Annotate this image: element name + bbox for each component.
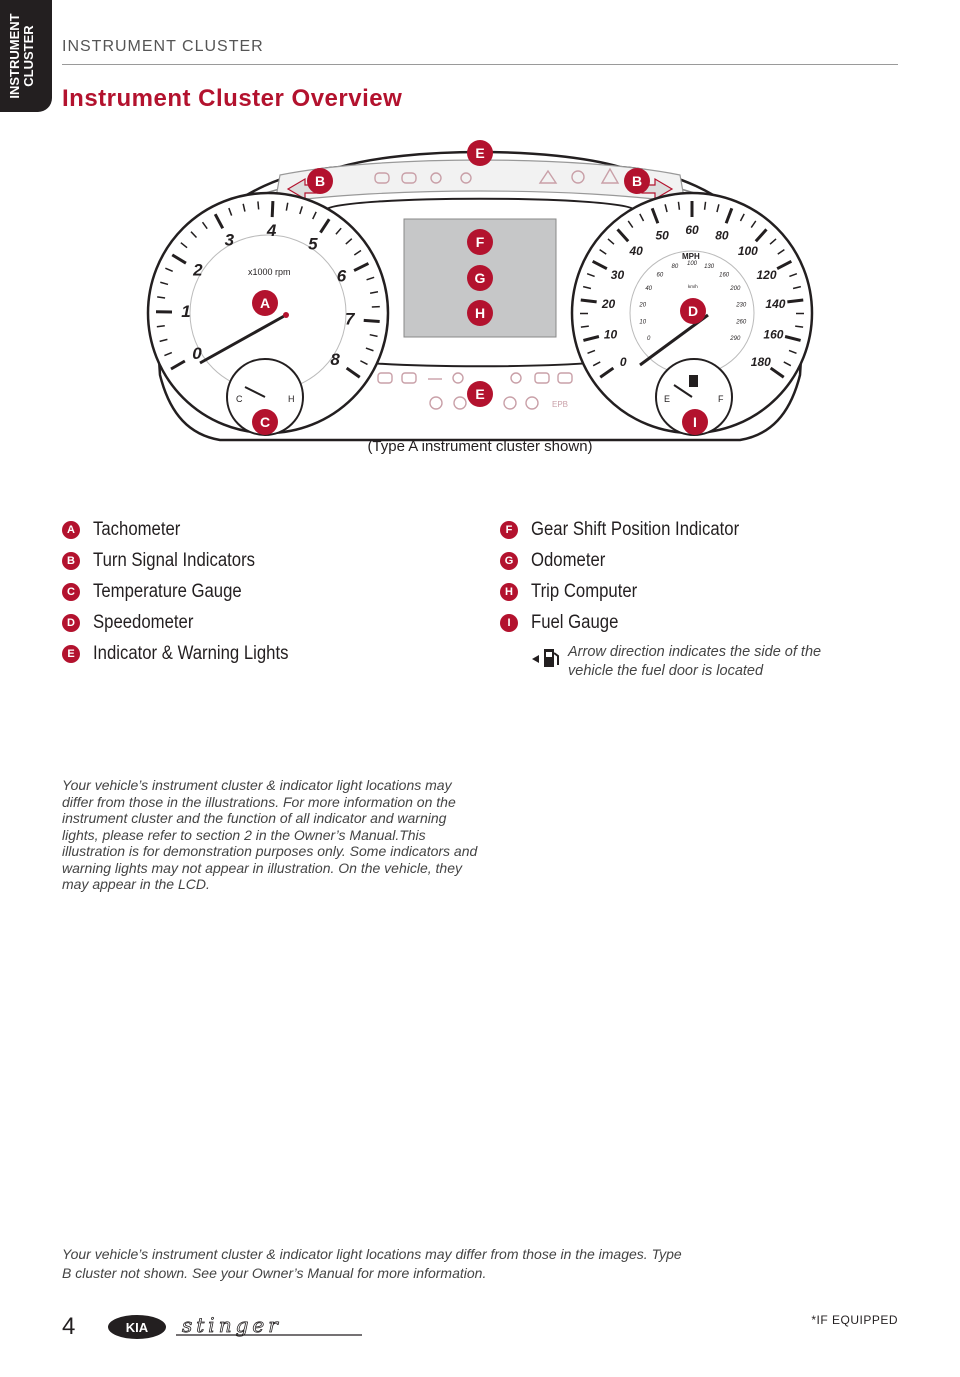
legend-item [500, 607, 768, 638]
legend-badge: C [62, 583, 80, 601]
legend-label: Turn Signal Indicators [93, 549, 256, 571]
speed-kmh-label: 10 [639, 319, 647, 326]
tach-label: 4 [266, 221, 277, 241]
fuel-note-text: Arrow direction indicates the side of the vehicle the fuel door is located [568, 644, 822, 679]
callout-a [252, 290, 278, 316]
turn-signal-bar [275, 160, 685, 203]
legend-right [500, 514, 768, 638]
tach-tick [157, 326, 165, 327]
legend-badge: E [62, 645, 80, 663]
speed-kmh-label: 80 [671, 264, 679, 271]
if-equipped-note: *IF EQUIPPED [811, 1313, 898, 1327]
legend-item [62, 638, 315, 669]
legend-label: Gear Shift Position Indicator [531, 518, 740, 540]
callout-i [682, 409, 708, 435]
legend-item [62, 545, 315, 576]
instrument-cluster-illustration [140, 135, 820, 445]
svg-text:C: C [259, 414, 271, 430]
tach-unit-label: x1000 rpm [248, 267, 291, 277]
side-tab-label: INSTRUMENT CLUSTER [7, 13, 36, 99]
callout-f [467, 229, 493, 255]
speed-unit-kmh-label: km/h [688, 284, 698, 289]
legend-label: Indicator & Warning Lights [93, 642, 289, 664]
page-title: Instrument Cluster Overview [62, 85, 403, 112]
legend-label: Tachometer [93, 518, 181, 540]
speed-label: 100 [737, 244, 758, 259]
legend-label: Fuel Gauge [531, 611, 619, 633]
tach-label: 7 [345, 309, 355, 329]
speed-kmh-label: 60 [656, 272, 664, 279]
svg-text:G: G [474, 270, 486, 286]
tach-label: 0 [192, 344, 202, 363]
speed-label: 0 [619, 355, 627, 370]
speed-label: 80 [715, 228, 729, 243]
side-section-tab [0, 0, 52, 112]
svg-text:C: C [236, 394, 243, 404]
cluster-caption: (Type A instrument cluster shown) [367, 438, 593, 455]
svg-text:D: D [687, 303, 699, 319]
svg-text:E: E [664, 394, 671, 404]
callout-h [467, 300, 493, 326]
svg-text:A: A [259, 295, 271, 311]
speed-label: 180 [750, 355, 771, 370]
tach-label: 1 [181, 302, 191, 322]
speed-label: 40 [629, 244, 643, 259]
legend-item [62, 514, 315, 545]
legend-label: Speedometer [93, 611, 194, 633]
svg-text:B: B [314, 173, 326, 189]
callout-e-bottom [467, 381, 493, 407]
tach-tick [272, 201, 273, 217]
svg-text:KIA: KIA [125, 1320, 149, 1335]
callout-b-left [307, 168, 333, 194]
speed-label: 10 [603, 327, 618, 342]
fuel-door-note [530, 643, 860, 681]
page-number: 4 [62, 1313, 76, 1340]
legend-item [500, 545, 768, 576]
svg-text:F: F [475, 234, 485, 250]
speed-tick [705, 202, 706, 210]
illustration-disclaimer: Your vehicle’s instrument cluster & indicator light locations may differ from those in the illustrations. For more information on the instrument cluster and the function of all indicator and warning lights, please refer to section 2 in the Owner’s Manual.This illustration is for demonstration purposes only. Some indicators and warning lights may not appear in illustration. On the vehicle, they may appear in the LCD. [62, 777, 478, 892]
speed-label: 60 [685, 223, 699, 237]
speed-kmh-label: 0 [647, 336, 651, 342]
svg-text:E: E [475, 145, 485, 161]
tach-label: 2 [193, 260, 203, 280]
legend-left [62, 514, 315, 669]
svg-text:stinger: stinger [182, 1313, 282, 1337]
speed-tick [795, 326, 803, 327]
speed-tick [787, 300, 803, 302]
speed-kmh-label: 290 [730, 336, 741, 342]
speed-kmh-label: 160 [719, 272, 730, 279]
speed-kmh-label: 20 [639, 302, 647, 309]
callout-e-top [467, 140, 493, 166]
kia-logo [106, 1313, 168, 1341]
speed-label: 160 [763, 327, 784, 342]
legend-item [62, 576, 315, 607]
svg-text:H: H [474, 305, 486, 321]
svg-text:F: F [718, 394, 724, 404]
legend-label: Temperature Gauge [93, 580, 242, 602]
speed-tick [581, 300, 597, 302]
legend-badge: G [500, 552, 518, 570]
callout-d [680, 298, 706, 324]
epb-indicator: EPB [552, 400, 569, 409]
speed-label: 20 [601, 297, 616, 312]
callout-c [252, 409, 278, 435]
legend-item [500, 514, 768, 545]
svg-text:H: H [288, 394, 295, 404]
svg-text:B: B [631, 173, 643, 189]
legend-item [500, 576, 768, 607]
speed-tick [678, 202, 679, 210]
callout-b-right [624, 168, 650, 194]
speed-kmh-label: 200 [730, 286, 741, 292]
legend-badge: A [62, 521, 80, 539]
legend-badge: B [62, 552, 80, 570]
legend-badge: D [62, 614, 80, 632]
legend-label: Trip Computer [531, 580, 638, 602]
stinger-logo [176, 1313, 366, 1341]
footer-disclaimer: Your vehicle’s instrument cluster & indicator light locations may differ from those in the images. Type B cluster not shown. See your Owner’s Manual for more information. [62, 1246, 682, 1281]
callout-g [467, 265, 493, 291]
legend-item [62, 607, 315, 638]
speed-kmh-label: 40 [645, 286, 653, 292]
svg-text:I: I [693, 414, 697, 430]
speed-kmh-label: 130 [704, 264, 715, 271]
fuel-pump-icon [689, 375, 698, 387]
tach-label: 5 [308, 234, 318, 254]
speed-kmh-label: 260 [736, 319, 747, 326]
speed-unit-label: MPH [682, 252, 700, 261]
tach-label: 6 [336, 266, 347, 286]
section-title: INSTRUMENT CLUSTER [62, 38, 264, 55]
tach-label: 8 [330, 350, 340, 370]
legend-label: Odometer [531, 549, 606, 571]
svg-text:E: E [475, 386, 485, 402]
speed-label: 50 [655, 228, 669, 243]
legend-badge: I [500, 614, 518, 632]
section-divider [62, 64, 898, 65]
tach-tick [364, 320, 380, 321]
tach-tick [258, 201, 259, 209]
speed-tick [581, 326, 589, 327]
fuel-pump-arrow-icon [530, 643, 566, 679]
speed-label: 120 [756, 268, 777, 283]
legend-badge: H [500, 583, 518, 601]
speed-kmh-label: 230 [736, 302, 747, 309]
tach-label: 3 [224, 230, 235, 250]
legend-badge: F [500, 521, 518, 539]
speed-label: 140 [765, 297, 786, 312]
speed-label: 30 [610, 268, 625, 283]
speed-kmh-label: 100 [686, 261, 698, 267]
